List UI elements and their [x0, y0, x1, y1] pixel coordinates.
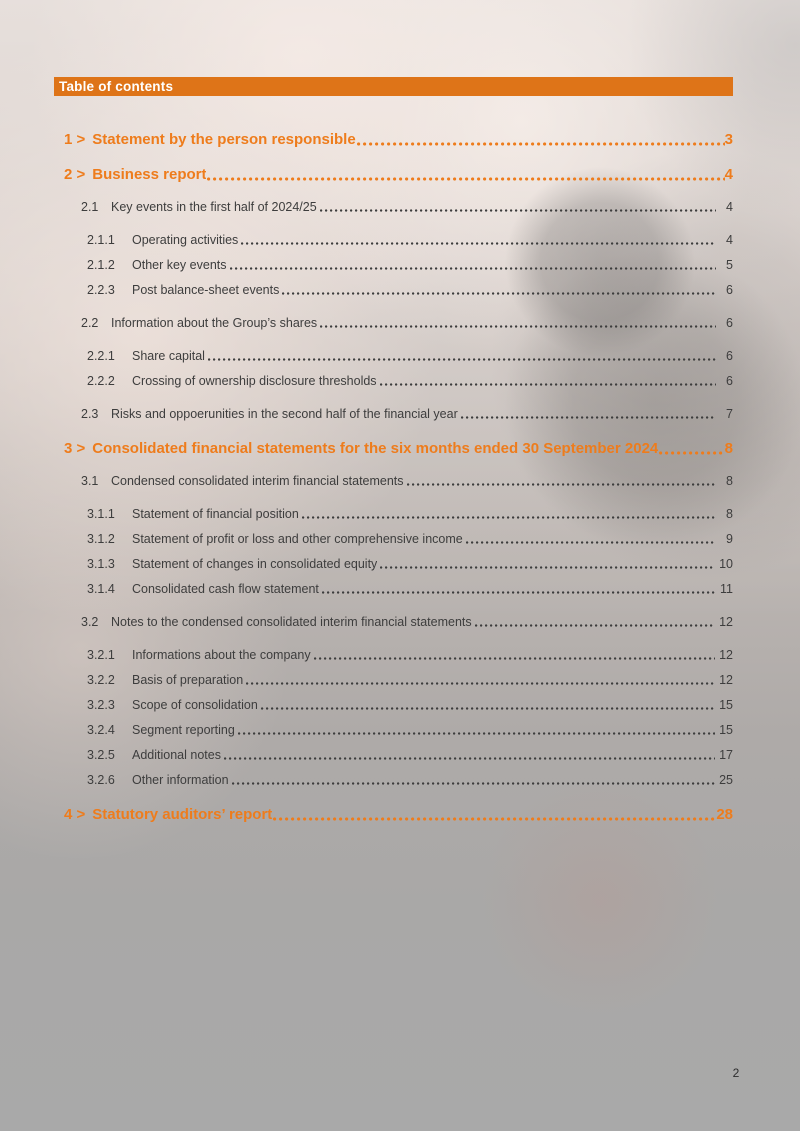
toc-leader-dots [380, 375, 716, 389]
toc-entry[interactable] [54, 747, 733, 763]
toc-entry-page: 10 [719, 557, 733, 571]
toc-entry-title: Other information [132, 773, 229, 787]
toc-entry-page: 12 [719, 673, 733, 687]
toc-entry[interactable] [54, 373, 733, 389]
toc-entry[interactable] [54, 199, 733, 215]
toc-entry-number: 3.2.1 [87, 648, 115, 662]
toc-entry[interactable] [54, 257, 733, 273]
toc-leader-dots [282, 284, 716, 298]
toc-entry-title: Crossing of ownership disclosure thresholds [132, 374, 377, 388]
toc-entry[interactable] [54, 282, 733, 298]
toc-entry-number: 3.1.1 [87, 507, 115, 521]
toc-entry-page: 6 [726, 374, 733, 388]
toc-entry-number: 3.2.2 [87, 673, 115, 687]
toc-entry-page: 17 [719, 748, 733, 762]
toc-entry-title: Basis of preparation [132, 673, 244, 687]
toc-entry-page: 9 [726, 532, 733, 546]
toc-leader-dots [320, 317, 716, 331]
toc-leader-dots [475, 616, 715, 630]
toc-entry-title: Scope of consolidation [132, 698, 258, 712]
toc-entry-page: 8 [726, 474, 733, 488]
toc-leader-dots [207, 171, 724, 185]
toc-entry-page: 6 [726, 283, 733, 297]
toc-entry[interactable] [54, 581, 733, 597]
toc-entry[interactable] [54, 672, 733, 688]
toc-entry[interactable] [54, 315, 733, 331]
toc-entry-title: Risks and oppoerunities in the second half of the financial year [111, 407, 458, 421]
toc-entry[interactable] [54, 406, 733, 422]
toc-entry-title: Consolidated cash flow statement [132, 582, 319, 596]
toc-entry-page: 8 [724, 440, 733, 457]
toc-entry-number: 2.1.1 [87, 233, 115, 247]
toc-entry-title: Statement of profit or loss and other comprehensive income [132, 532, 463, 546]
page-number: 2 [732, 1066, 740, 1080]
toc-leader-dots [314, 649, 716, 663]
toc-entry[interactable] [54, 647, 733, 663]
toc-entry-title: Share capital [132, 349, 205, 363]
toc-leader-dots [208, 350, 716, 364]
toc-entry-title: Statutory auditors’ report [92, 806, 273, 823]
toc-entry-page: 4 [724, 166, 733, 183]
toc-entry-page: 12 [719, 615, 733, 629]
toc-entry-title: Other key events [132, 258, 227, 272]
toc-leader-dots [273, 811, 716, 825]
toc-leader-dots [357, 136, 725, 150]
toc-entry[interactable] [54, 439, 733, 459]
toc-entry-title: Consolidated financial statements for the six months ended 30 September 2024 [92, 440, 659, 457]
toc-entry[interactable] [54, 722, 733, 738]
toc-entry[interactable] [54, 165, 733, 185]
toc-entry-title: Informations about the company [132, 648, 311, 662]
toc-entry-page: 6 [726, 316, 733, 330]
toc-entry-number: 3.2.6 [87, 773, 115, 787]
toc-leader-dots [380, 558, 715, 572]
toc-entry-page: 5 [726, 258, 733, 272]
toc-entry[interactable] [54, 772, 733, 788]
toc-leader-dots [232, 774, 716, 788]
toc-entry-title: Operating activities [132, 233, 239, 247]
toc-entry-number: 2.1 [81, 200, 99, 214]
toc-entry-number: 3.2.3 [87, 698, 115, 712]
toc-entry-number: 3.1.2 [87, 532, 115, 546]
toc-entry-page: 4 [726, 233, 733, 247]
toc-entry[interactable] [54, 130, 733, 150]
toc-entry-number: 3.2 [81, 615, 99, 629]
toc-entry-number: 2.2.3 [87, 283, 115, 297]
toc-header-bar [54, 77, 733, 96]
toc-entry-number: 2.1.2 [87, 258, 115, 272]
toc-leader-dots [224, 749, 715, 763]
toc-entry-title: Post balance-sheet events [132, 283, 280, 297]
toc-entry-number: 3.2.4 [87, 723, 115, 737]
toc-entry-number: 2.2.1 [87, 349, 115, 363]
toc-entry-page: 11 [720, 582, 733, 596]
toc-entry[interactable] [54, 531, 733, 547]
toc-leader-dots [246, 674, 715, 688]
toc-leader-dots [461, 408, 716, 422]
toc-entry-number: 4 > [64, 806, 86, 823]
toc-entry-title: Notes to the condensed consolidated interim financial statements [111, 615, 472, 629]
toc-leader-dots [466, 533, 716, 547]
toc-entry-title: Information about the Group’s shares [111, 316, 318, 330]
toc-entry-title: Business report [92, 166, 207, 183]
toc-leader-dots [659, 445, 724, 459]
toc-leader-dots [407, 475, 716, 489]
toc-entry-number: 3.1.4 [87, 582, 115, 596]
toc-entry[interactable] [54, 473, 733, 489]
toc-entry-title: Statement by the person responsible [92, 131, 356, 148]
toc-entry-title: Statement of changes in consolidated equity [132, 557, 378, 571]
toc-leader-dots [302, 508, 716, 522]
toc-entry-number: 1 > [64, 131, 86, 148]
toc-entry-page: 12 [719, 648, 733, 662]
toc-list [54, 96, 733, 825]
toc-leader-dots [320, 201, 716, 215]
toc-entry-title: Additional notes [132, 748, 221, 762]
toc-entry-number: 2.2 [81, 316, 99, 330]
toc-entry-number: 3.2.5 [87, 748, 115, 762]
toc-entry-page: 4 [726, 200, 733, 214]
toc-entry-number: 2.3 [81, 407, 99, 421]
toc-leader-dots [261, 699, 715, 713]
toc-entry-number: 2 > [64, 166, 86, 183]
toc-entry-number: 3.1.3 [87, 557, 115, 571]
toc-entry-number: 3 > [64, 440, 86, 457]
toc-entry-title: Key events in the first half of 2024/25 [111, 200, 317, 214]
toc-entry-page: 7 [726, 407, 733, 421]
toc-entry-title: Segment reporting [132, 723, 235, 737]
toc-header-title: Table of contents [59, 79, 174, 94]
toc-entry[interactable] [54, 348, 733, 364]
toc-leader-dots [322, 583, 716, 597]
toc-entry-number: 3.1 [81, 474, 99, 488]
toc-entry-title: Condensed consolidated interim financial statements [111, 474, 404, 488]
toc-entry-page: 15 [719, 698, 733, 712]
toc-entry-page: 25 [719, 773, 733, 787]
toc-entry[interactable] [54, 805, 733, 825]
toc-entry[interactable] [54, 697, 733, 713]
toc-entry-page: 3 [724, 131, 733, 148]
toc-leader-dots [238, 724, 715, 738]
toc-entry-page: 6 [726, 349, 733, 363]
toc-entry[interactable] [54, 506, 733, 522]
toc-entry[interactable] [54, 614, 733, 630]
toc-entry-number: 2.2.2 [87, 374, 115, 388]
toc-entry-page: 28 [716, 806, 733, 823]
toc-leader-dots [230, 259, 717, 273]
toc-entry[interactable] [54, 556, 733, 572]
toc-entry-page: 8 [726, 507, 733, 521]
toc-leader-dots [241, 234, 716, 248]
toc-entry[interactable] [54, 232, 733, 248]
toc-entry-title: Statement of financial position [132, 507, 299, 521]
toc-entry-page: 15 [719, 723, 733, 737]
